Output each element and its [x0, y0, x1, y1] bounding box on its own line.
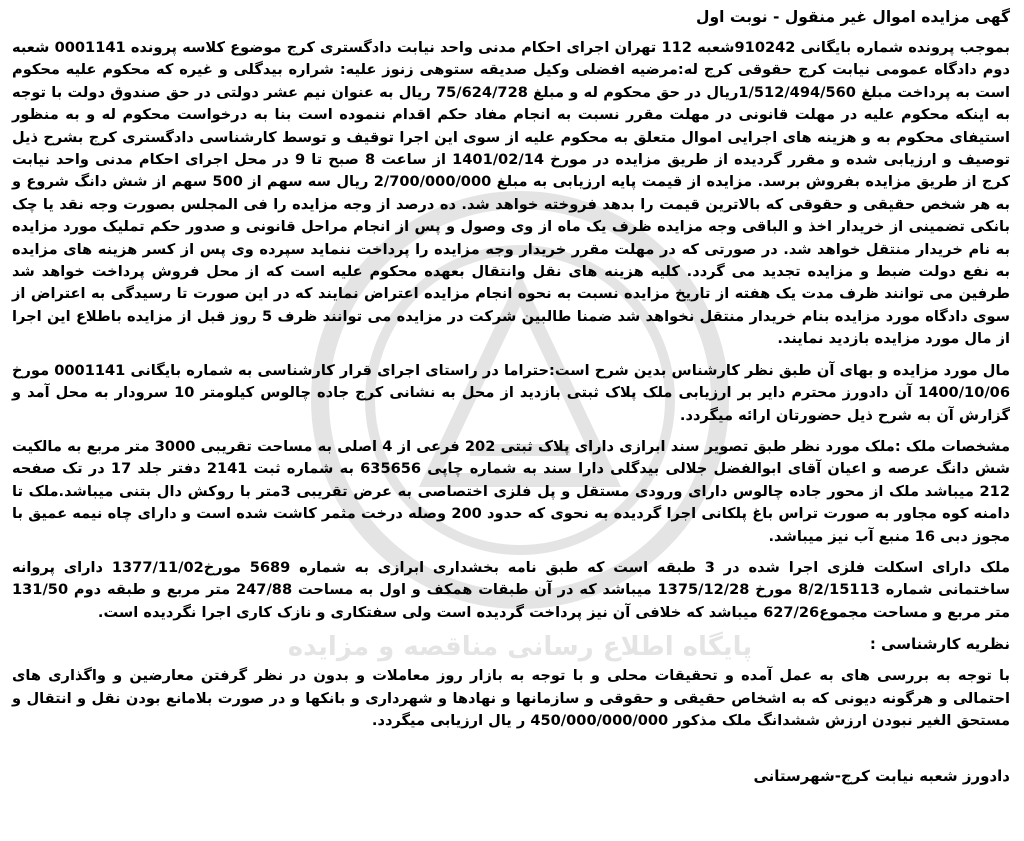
- paragraph-case-details: بموجب پرونده شماره بایگانی 910242شعبه 112 تهران اجرای احکام مدنی واحد نیابت دادگستری کرج موضوع کلاسه پرونده 0001141 شعبه دوم دادگاه عمومی نیابت کرج حقوقی کرج له:مرضیه افضلی وکیل صدیقه ستوهی زنوز علیه: شراره بیدگلی و غیره که محکوم علیه محکوم است به پرداخت مبلغ 1/512/494/560ریال در حق محکوم له و مبلغ 75/624/728 ریال به عنوان نیم عشر دولتی در حق صندوق دولت با توجه به اینکه محکوم علیه در مهلت قانونی در مهلت مقرر نسبت به انجام مفاد حکم اقدام ننموده است بنا به درخواست محکوم له و به منظور استیفای محکوم به و هزینه های اجرایی اموال متعلق به محکوم علیه از سوی این اجرا توقیف و توسط کارشناسی دادگستری کرج بشرح ذیل توصیف و ارزیابی شده و مقرر گردیده از طریق مزایده در مورخ 1401/02/14 از ساعت 8 صبح تا 9 در محل اجرای احکام مدنی واحد نیابت کرج از طریق مزایده بفروش برسد. مزایده از قیمت پایه ارزیابی به مبلغ 2/700/000/000 ریال سه سهم از 500 سهم از شش دانگ شروع و به هر شخص حقیقی و حقوقی که بالاترین قیمت را بدهد فروخته خواهد شد. ده درصد از وجه مزایده را فی المجلس بصورت وجه نقد یا چک بانکی تضمینی از خریدار اخذ و الباقی وجه مزایده ظرف یک ماه از وی وصول و پس از انجام مراحل قانونی و صدور حکم تملیک مورد مزایده به نام خریدار منتقل خواهد شد. در صورتی که در مهلت مقرر خریدار وجه مزایده را پرداخت ننماید سپرده وی پس از کسر هزینه های مزایده به نفع دولت ضبط و مزایده تجدید می گردد. کلیه هزینه های نقل وانتقال بعهده محکوم علیه است که از محل فروش پرداخت خواهد شد طرفین می توانند ظرف مدت یک هفته از تاریخ مزایده نسبت به نحوه انجام مزایده اعتراض نمایند که در این صورت تا رسیدگی به اعتراض از سوی دادگاه مورد مزایده بنام خریدار منتقل نخواهد شد ضمنا طالبین شرکت در مزایده می توانند ظرف 5 روز قبل از مزایده باطلاع این اجرا از مال مورد مزایده بازدید نمایند.: [12, 39, 1011, 348]
- paragraph-property-specs: مشخصات ملک :ملک مورد نظر طبق تصویر سند ابرازی دارای پلاک ثبتی 202 فرعی از 4 اصلی به مساحت تقریبی 3000 متر مربع به مالکیت شش دانگ عرصه و اعیان آقای ابوالفضل جلالی بیدگلی دارا سند به شماره چاپی 635656 به شماره ثبت 2141 دفتر جلد 17 در تک صفحه 212 میباشد ملک از محور جاده چالوس دارای ورودی مستقل و پل فلزی اختصاصی به عرض تقریبی 3متر با روکش دال بتنی میباشد.ملک تا دامنه کوه مجاور به صورت تراس باغ پلکانی اجرا گردیده به نحوی که حدود 200 وصله درخت مثمر کاشت شده است و دارای چاه نیمه عمیق با مجوز دبی 16 منبع آب نیز میباشد.: [12, 437, 1011, 545]
- expert-opinion-heading: نظریه کارشناسی :: [869, 635, 1010, 654]
- paragraph-expert-opinion: با توجه به بررسی های به عمل آمده و تحقیقات محلی و با توجه به بازار روز معاملات و بدون در نظر گرفتن معارضین و واگذاری های احتمالی و هرگونه دیونی که به اشخاص حقیقی و حقوقی و سازمانها و نهادها و شهرداری و بانکها و در صورت بلامانع بودن نقل و انتقال و مستحق الغیر نبودن ارزش ششدانگ ملک مذکور 450/000/000/000 ر یال ارزیابی میگردد.: [12, 667, 1010, 729]
- paragraph-expert-intro: مال مورد مزایده و بهای آن طبق نظر کارشناس بدین شرح است:حتراما در راستای اجرای قرار کارشناسی به شماره بایگانی 0001141 مورخ 1400/10/06 آن دادورز محترم دایر بر ارزیابی ملک پلاک ثبتی بازدید از محل به نشانی کرج جاده چالوس کیلومتر 10 سرودار به محل آمد و گزارش آن به شرح ذیل حضورتان ارائه میگردد.: [12, 361, 1010, 424]
- watermark-text: پایگاه اطلاع رسانی مناقصه و مزایده: [287, 632, 753, 662]
- signature-line: دادورز شعبه نیابت کرج-شهرستانی: [753, 767, 1010, 785]
- notice-title: گهی مزایده اموال غیر منقول - نوبت اول: [696, 8, 1010, 26]
- paragraph-building-specs: ملک دارای اسکلت فلزی اجرا شده در 3 طبقه است که طبق نامه بخشداری ابرازی به شماره 5689 مورخ1377/11/02 دارای پروانه ساختمانی شماره 8/2/15113 مورخ 1375/12/28 میباشد که در آن طبقات همکف و اول به مساحت 247/88 متر مربع و طبقه دوم 131/50 متر مربع و مساحت مجموع627/26 میباشد که خلافی آن نیز پرداخت گردیده است ولی سفتکاری و نازک کاری اجرا نگردیده است.: [12, 558, 1010, 621]
